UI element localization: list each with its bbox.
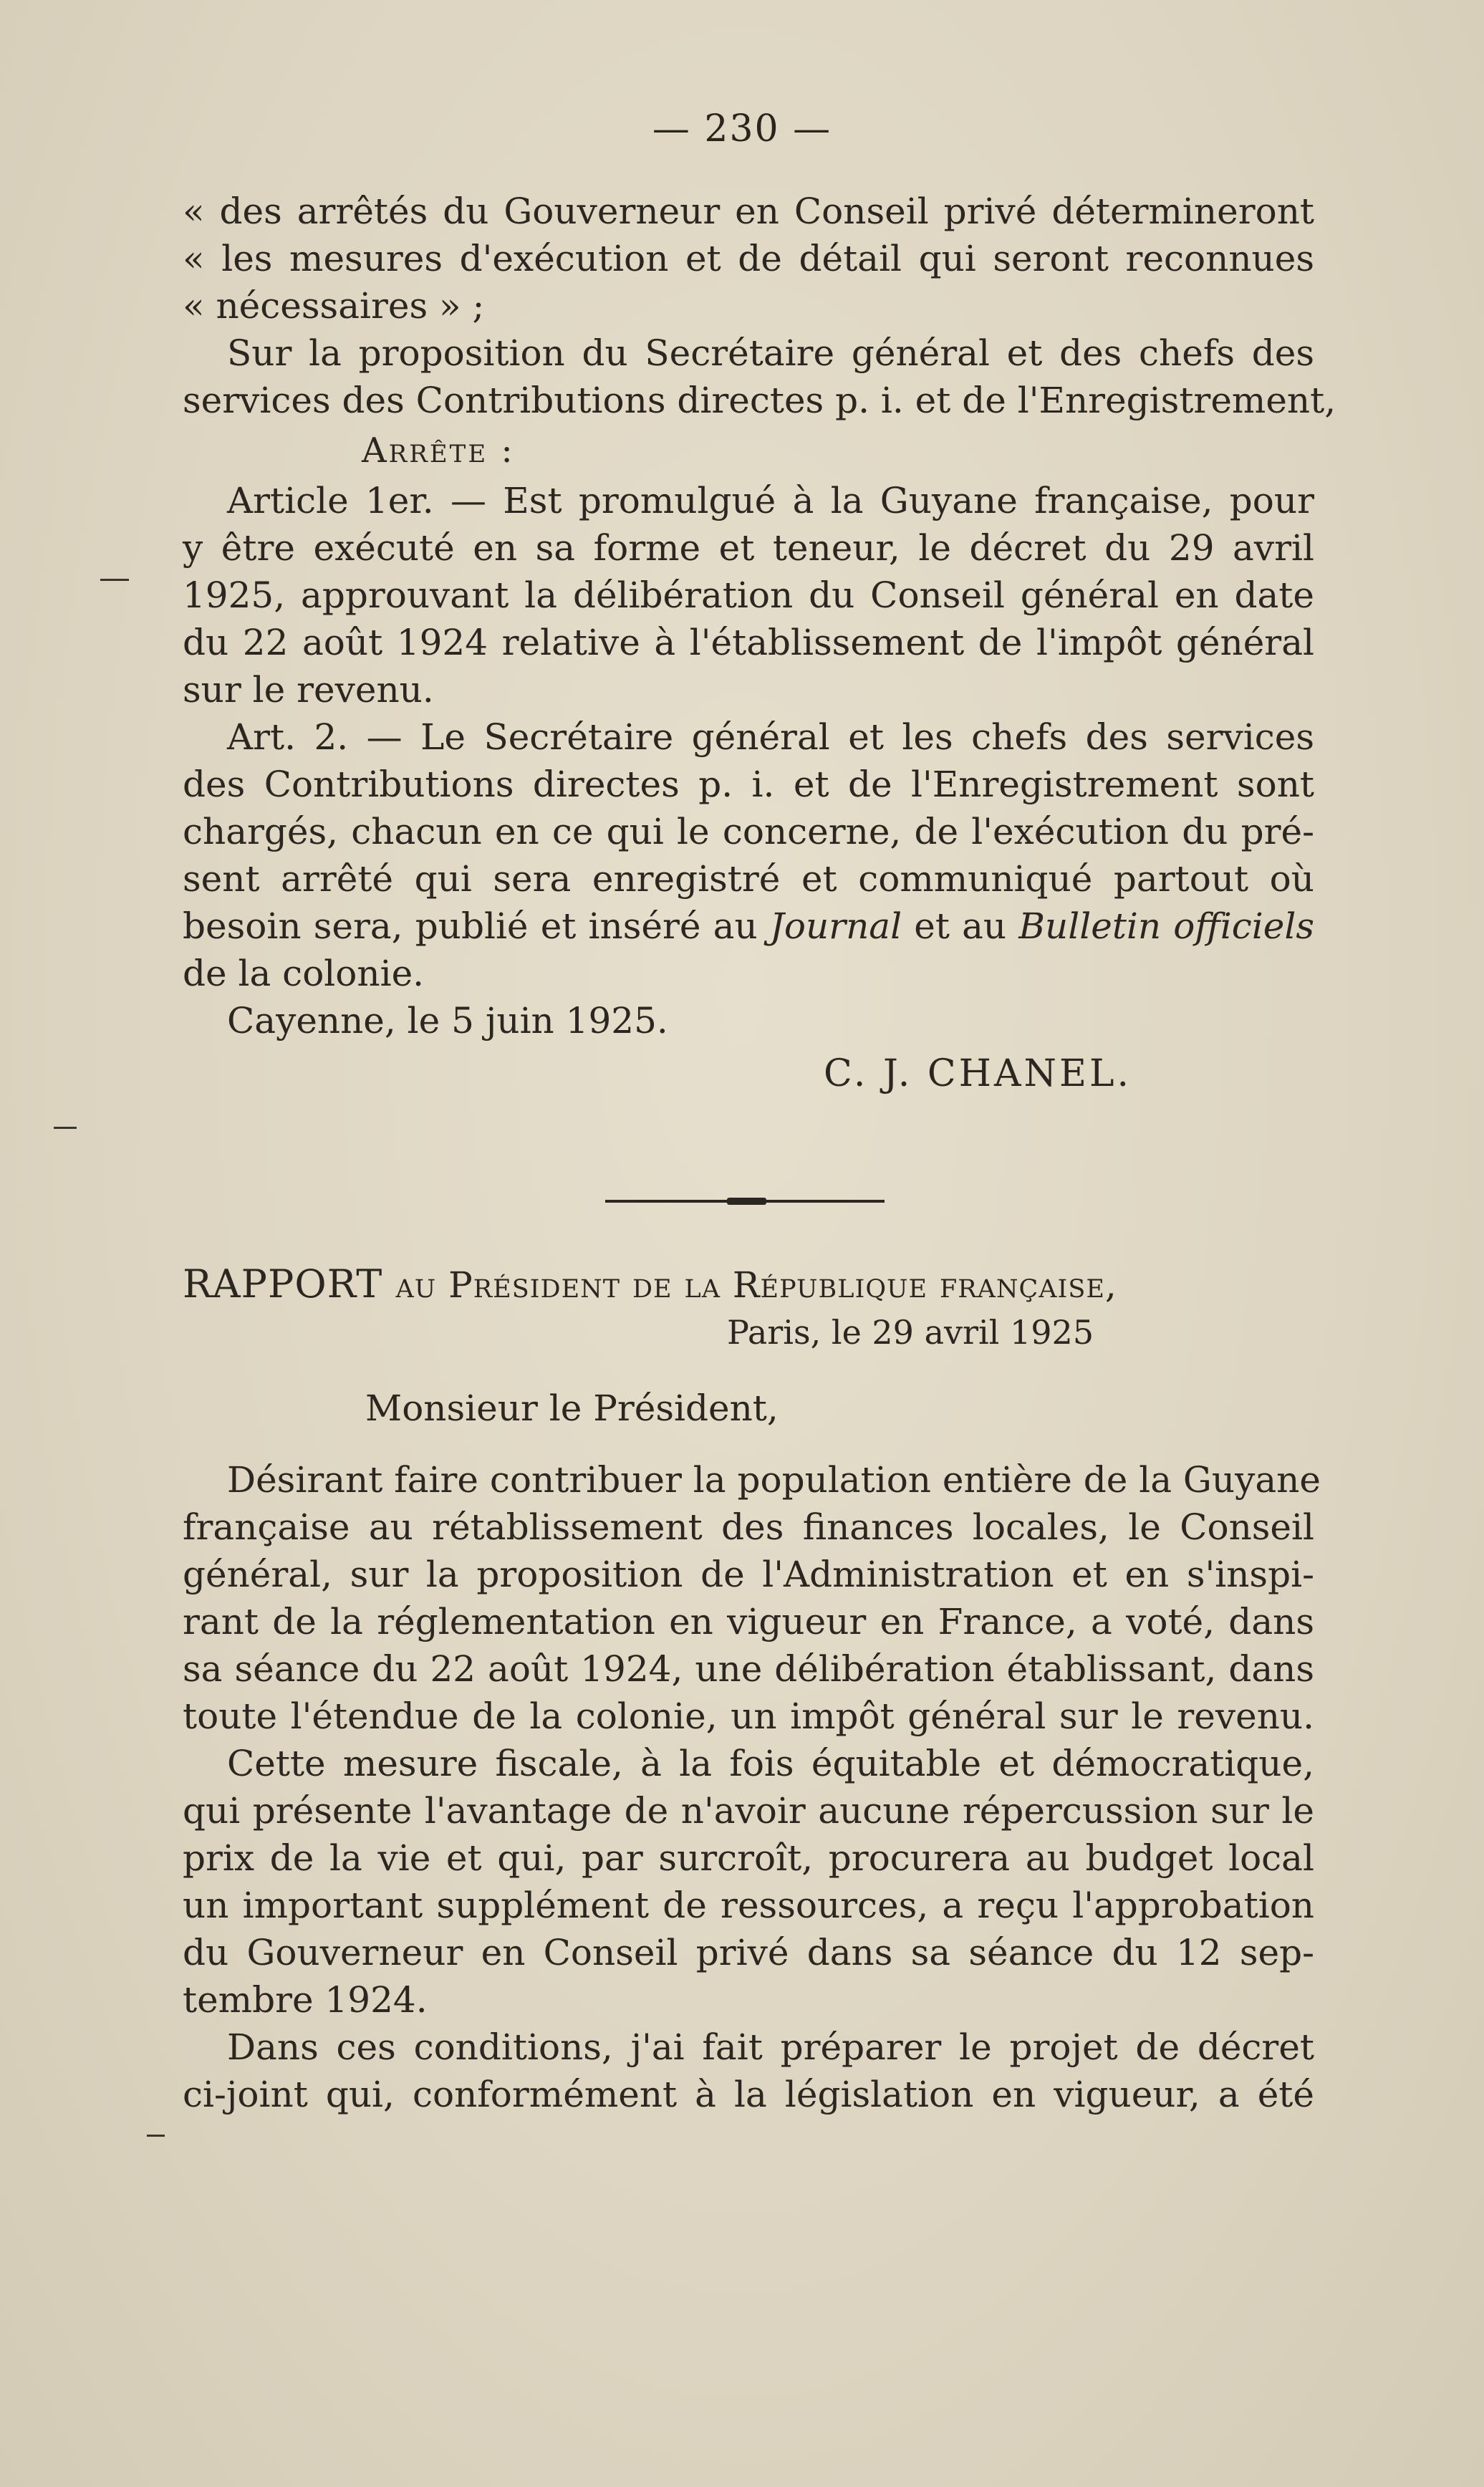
- rapport-title-main: RAPPORT: [183, 1261, 383, 1307]
- text-line: « les mesures d'exécution et de détail qui seront reconnues: [183, 238, 1314, 279]
- text-line: de la colonie.: [183, 953, 425, 994]
- margin-mark: [147, 2135, 165, 2137]
- text-line: sa séance du 22 août 1924, une délibération établissant, dans: [183, 1648, 1314, 1690]
- text-line: qui présente l'avantage de n'avoir aucune répercussion sur le: [183, 1790, 1314, 1832]
- text-line: y être exécuté en sa forme et teneur, le décret du 29 avril: [183, 527, 1314, 569]
- journal-italic: Journal: [769, 905, 902, 947]
- rapport-dateline: Paris, le 29 avril 1925: [727, 1313, 1094, 1352]
- text-column: [183, 188, 1336, 1097]
- rapport-title-rest: au Président de la République française,: [395, 1264, 1117, 1306]
- text-line: sent arrêté qui sera enregistré et communiqué partout où: [183, 858, 1314, 900]
- rapport-title: [183, 1261, 1314, 1309]
- text-span: besoin sera, publié et inséré au: [183, 905, 770, 947]
- text-line: prix de la vie et qui, par surcroît, procurera au budget local: [183, 1837, 1314, 1879]
- rapport-paragraph-2: [183, 1740, 1314, 2024]
- text-line: française au rétablissement des finances locales, le Conseil: [183, 1506, 1314, 1548]
- bulletin-italic: Bulletin officiels: [1018, 905, 1315, 947]
- rapport-paragraph-1: [183, 1456, 1321, 1740]
- text-line: sur le revenu.: [183, 669, 434, 711]
- text-line: ci-joint qui, conformément à la législation en vigueur, a été: [183, 2074, 1314, 2115]
- arrete-heading: Arrête :: [362, 430, 515, 471]
- text-span: et au: [902, 905, 1019, 947]
- signature: C. J. CHANEL.: [824, 1052, 1132, 1095]
- section-divider: [605, 1198, 885, 1205]
- rapport-section: [183, 1261, 1321, 2118]
- place-date: Cayenne, le 5 juin 1925.: [227, 1000, 668, 1042]
- text-line: un important supplément de ressources, a reçu l'approbation: [183, 1885, 1314, 1926]
- text-line: Dans ces conditions, j'ai fait préparer le projet de décret: [227, 2026, 1314, 2068]
- text-line: général, sur la proposition de l'Administration et en s'inspi-: [183, 1554, 1314, 1595]
- rapport-paragraph-3: [183, 2024, 1314, 2118]
- text-line: chargés, chacun en ce qui le concerne, de l'exécution du pré-: [183, 811, 1314, 852]
- text-line: [183, 903, 1314, 950]
- text-line: 1925, approuvant la délibération du Conseil général en date: [183, 574, 1314, 616]
- text-line: des Contributions directes p. i. et de l'Enregistrement sont: [183, 764, 1314, 805]
- text-line: du Gouverneur en Conseil privé dans sa séance du 12 sep-: [183, 1932, 1314, 1973]
- text-line: du 22 août 1924 relative à l'établissement de l'impôt général: [183, 622, 1314, 663]
- text-line: Désirant faire contribuer la population entière de la Guyane: [227, 1459, 1321, 1501]
- text-line: tembre 1924.: [183, 1979, 428, 2021]
- text-line: toute l'étendue de la colonie, un impôt général sur le revenu.: [183, 1695, 1314, 1737]
- margin-mark: [54, 1127, 77, 1129]
- rapport-salutation: Monsieur le Président,: [365, 1387, 779, 1429]
- text-line: « nécessaires » ;: [183, 285, 485, 327]
- text-line: Cette mesure fiscale, à la fois équitable et démocratique,: [227, 1743, 1314, 1784]
- text-line: rant de la réglementation en vigueur en France, a voté, dans: [183, 1601, 1314, 1642]
- margin-mark: [100, 579, 129, 581]
- text-line: Article 1er. — Est promulgué à la Guyane française, pour: [227, 480, 1314, 521]
- divider-ornament: [727, 1198, 766, 1205]
- page-number: — 230 —: [652, 107, 832, 150]
- text-line: « des arrêtés du Gouverneur en Conseil privé détermineront: [183, 191, 1314, 232]
- text-line: Art. 2. — Le Secrétaire général et les chefs des services: [227, 716, 1314, 758]
- text-line: services des Contributions directes p. i. et de l'Enregistrement,: [183, 380, 1336, 421]
- text-line: Sur la proposition du Secrétaire général et des chefs des: [227, 332, 1314, 374]
